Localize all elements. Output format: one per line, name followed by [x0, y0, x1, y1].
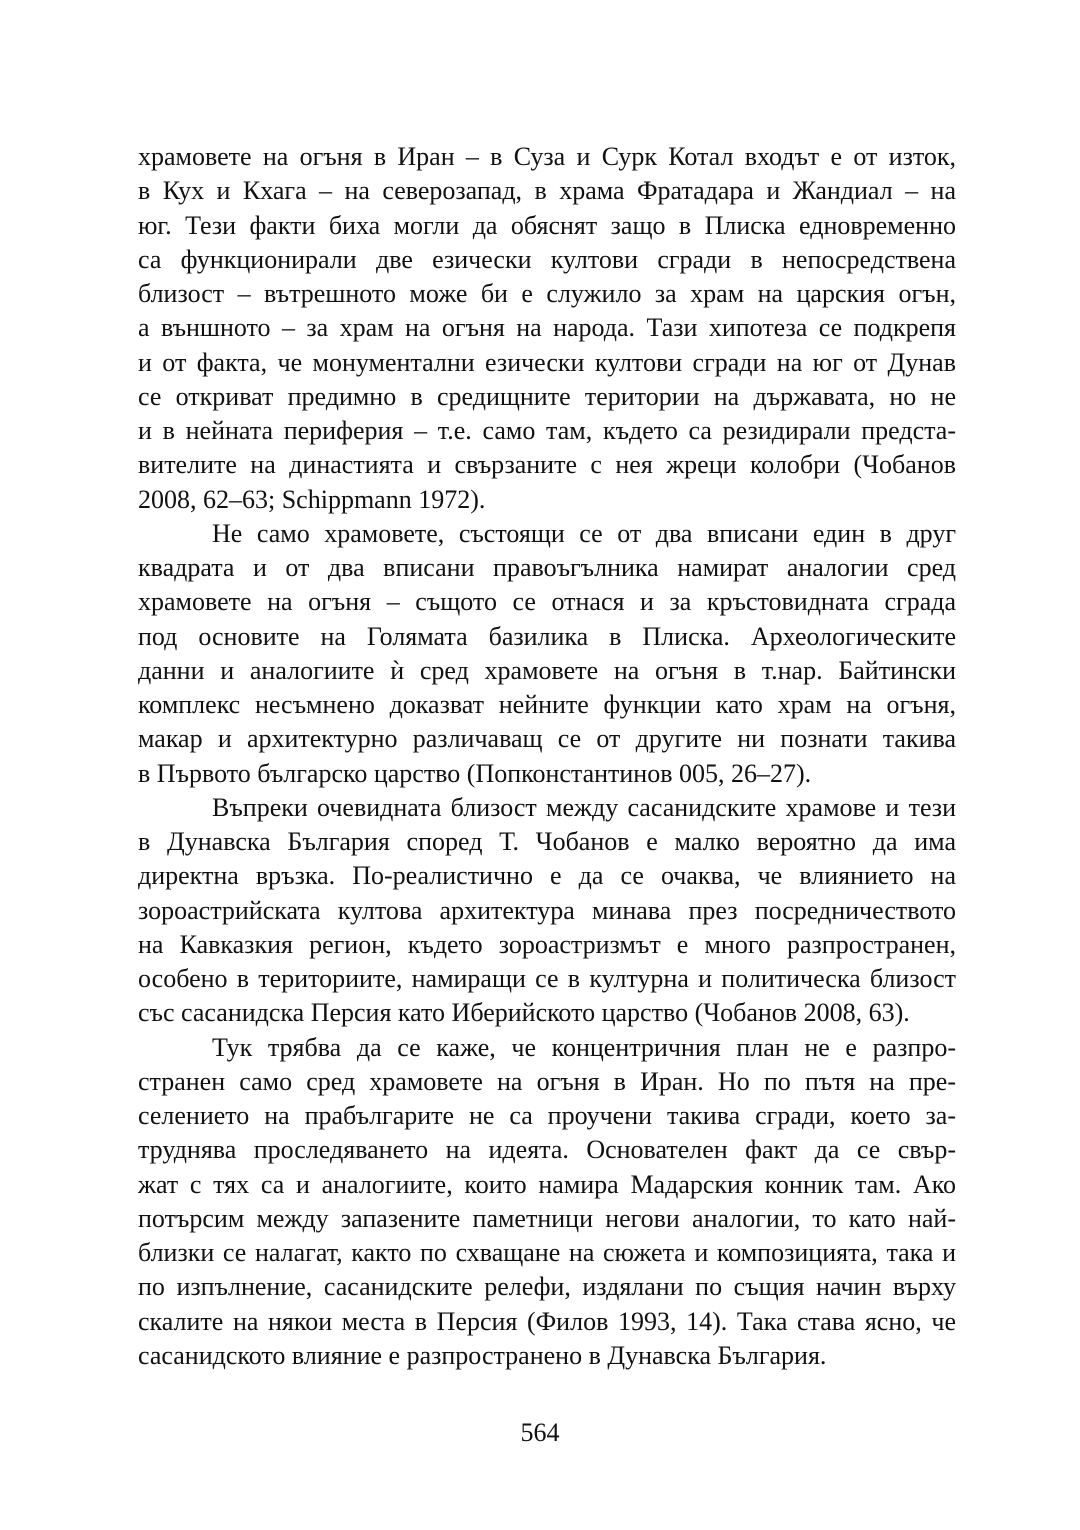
- text-line: а външното – за храм на огъня на народа. Тази хипотеза се подкрепя: [138, 313, 956, 343]
- text-line: 2008, 62–63; Schippmann 1972).: [138, 484, 486, 514]
- text-line: директна връзка. По-реалистично е да се очаква, че влиянието на: [138, 861, 956, 891]
- text-line: селението на прабългарите не са проучени такива сгради, което за-: [138, 1101, 956, 1130]
- text-line: комплекс несъмнено доказват нейните функции като храм на огъня,: [138, 690, 956, 719]
- text-line: скалите на някои места в Персия (Филов 1993, 14). Така става ясно, че: [138, 1306, 956, 1336]
- text-line: зороастрийската култова архитектура минава през посредничеството: [138, 895, 956, 925]
- page-body: [138, 140, 956, 1373]
- paragraph-3: [138, 791, 956, 1031]
- text-line: Тук трябва да се каже, че концентричния план не е разпро-: [212, 1032, 956, 1062]
- text-line: храмовете на огъня – същото се отнася и за кръстовидната сграда: [138, 587, 956, 617]
- text-line: жат с тях са и аналогиите, които намира Мадарския конник там. Ако: [138, 1169, 956, 1199]
- text-line: в Дунавска България според Т. Чобанов е малко вероятно да има: [138, 827, 956, 856]
- text-line: и в нейната периферия – т.е. само там, където са резидирали предста-: [138, 416, 956, 445]
- text-line: юг. Тези факти биха могли да обяснят защо в Плиска едновременно: [138, 210, 956, 240]
- text-line: и от факта, че монументални езически култови сгради на юг от Дунав: [138, 347, 956, 377]
- text-line: по изпълнение, сасанидските релефи, издялани по същия начин върху: [138, 1272, 956, 1302]
- paragraph-1: [138, 140, 956, 517]
- text-line: са функционирали две езически култови сгради в непосредствена: [138, 244, 956, 274]
- text-line: се откриват предимно в средищните територии на държавата, но не: [138, 381, 956, 411]
- text-line: данни и аналогиите ѝ сред храмовете на огъня в т.нар. Байтински: [138, 655, 956, 685]
- text-line: храмовете на огъня в Иран – в Суза и Сурк Котал входът е от изток,: [138, 142, 956, 171]
- text-line: особено в териториите, намиращи се в културна и политическа близост: [138, 964, 956, 993]
- text-line: под основите на Голямата базилика в Плиска. Археологическите: [138, 621, 956, 651]
- paragraph-4: [138, 1031, 956, 1374]
- text-line: вителите на династията и свързаните с нея жреци колобри (Чобанов: [138, 450, 956, 480]
- text-line: в Първото българско царство (Попконстантинов 005, 26–27).: [138, 758, 812, 788]
- text-line: квадрата и от два вписани правоъгълника намират аналогии сред: [138, 553, 956, 582]
- text-line: потърсим между запазените паметници негови аналогии, то като най-: [138, 1203, 956, 1233]
- text-line: сасанидското влияние е разпространено в Дунавска България.: [138, 1340, 827, 1370]
- text-line: в Кух и Кхага – на северозапад, в храма Фратадара и Жандиал – на: [138, 176, 956, 206]
- text-line: близост – вътрешното може би е служило за храм на царския огън,: [138, 279, 956, 308]
- page-number: 564: [520, 1418, 560, 1447]
- text-line: труднява проследяването на идеята. Основателен факт да се свър-: [138, 1135, 956, 1165]
- paragraph-2: [138, 517, 956, 791]
- text-line: на Кавказкия регион, където зороастризмът е много разпространен,: [138, 929, 956, 959]
- text-line: със сасанидска Персия като Иберийското царство (Чобанов 2008, 63).: [138, 998, 910, 1028]
- text-line: Въпреки очевидната близост между сасанидските храмове и тези: [212, 792, 956, 822]
- text-line: странен само сред храмовете на огъня в Иран. Но по пътя на пре-: [138, 1066, 956, 1096]
- text-line: макар и архитектурно различаващ се от другите ни познати такива: [138, 724, 956, 754]
- text-line: Не само храмовете, състоящи се от два вписани един в друг: [212, 518, 956, 548]
- text-line: близки се налагат, както по схващане на сюжета и композицията, така и: [138, 1238, 956, 1267]
